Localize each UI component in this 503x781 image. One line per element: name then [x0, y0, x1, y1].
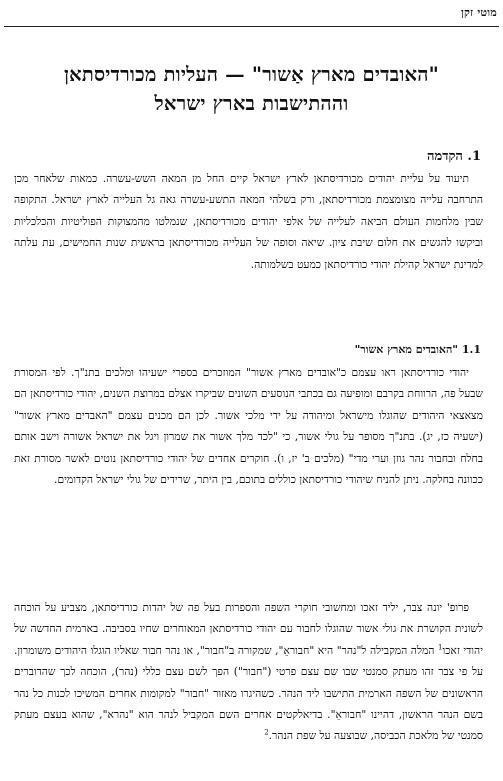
running-head-author: מוטי זקן — [460, 6, 497, 19]
subsection-heading-lost-in-assyria: 1.1 "האובדים מארץ אשור" — [354, 343, 481, 356]
footnote-marker-1[interactable]: 1 — [438, 643, 443, 652]
subsection-paragraph-2-text — [14, 597, 483, 747]
subsection-paragraph-1-text: יהודי כורדיסתאן ראו עצמם כ"אובדים מארץ אשור" המוזכרים בספרי ישעיהו ומלכים בתנ"ך. לפי המסורת שבעל פה, הרווחת בקרבם ומופיעה גם בכתבי הנוסעים השונים שביקרו אצלם במרוצת השנים, יהודי כורדיסתאן הם מצאצאי היהודים שהוגלו מישראל ומיהודה על ידי מלכי אשור. לכן הם מכנים עצמם "האבדים מארץ אשור" (ישעיה כז, יג). בתנ"ך מסופר על גולי אשור, כי "לכד מלך אשור את שמרון ויגל את ישראל אשורה וישב אותם בחלח ובחבור נהר גוזן וערי מדי" (מלכים ב' יז, ו). חוקרים אחדים של יהודי כורדיסתאן נוטים לאשר מסורת זאת ככוונה בחלקה. ניתן להניח שיהודי כורדיסתאן כוללים בתוכם, בין היתר, שרידים של גולי ישראל הקדומים. — [14, 366, 483, 487]
subsection-paragraph-1 — [14, 362, 483, 490]
chapter-title — [8, 60, 495, 118]
footnote-marker-2[interactable]: 2 — [264, 728, 269, 737]
paragraph-2-part-a: פרופ' יונה צבר, יליד זאכו ומחשובי חוקרי השפה והספרות בעל פה של יהדות כורדיסתאן, מצביע על הוכחה לשונית הקושרת את גולי אשור שהוגלו לחבור עם יהודי כורדיסתאן המאוחרים שחיו בסביבה. בארמית החדשה של יהודי זאכו — [14, 601, 483, 657]
header-rule — [4, 26, 499, 27]
chapter-title-line-1: "האובדים מארץ אַשור" — העליות מכורדיסתאן — [63, 63, 440, 86]
chapter-title-line-2: וההתישבות בארץ ישראל — [154, 92, 349, 115]
paragraph-2-part-b: המלה המקבילה ל"נהר" היא "חבוראֵ", שמקורה ב"חבור", או נהר חבור שאליו הוגלו היהודים משומרון. על פי צבר זהו מעתק סמנטי שבו שם עצם פרטי ("חבור") הפך לשם עצם כללי (נהר), הוכחה לכך שהדוברים הראשונים של השפה הארמית התישבו ליד הנהר. כשהיגרו מאזור "חבור" למקומות אחרים המשיכו לכנות כל נהר בשם הנהר הראשון, דהיינו "חבוראֵ". בדיאלקטים אחרים השם המקביל לנהר הוא "נהרא", שהוא בעצם מעתק סמנטי של מלאכת הכביסה, שבוצעה על שפת הנהר. — [14, 643, 483, 743]
subsection-paragraph-2 — [14, 597, 483, 747]
section-heading-introduction: 1. הקדמה — [427, 149, 481, 164]
introduction-text: תיעוד על עליית יהודים מכורדיסתאן לארץ ישראל קיים החל מן המאה השש-עשרה. כמאות שלאחר מכן התרחבה עלייה מצומצמת מכורדיסתאן, ורק בשלהי המאה התשע-עשרה גאה גל העלייה לארץ ישראל. התקופה שבין מלחמות העולם הביאה לעלייה של אלפי יהודים מכורדיסתאן, שנמלטו מהמצוקות הפוליטיות והכלכליות וביקשו להגשים את חלום שיבת ציון. שיאה וסופה של העלייה מכורדיסתאן בראשית שנות החמישים, עת עלתה למדינת ישראל קהילת יהודי כורדיסתאן כמעט בשלמותה. — [14, 172, 483, 271]
introduction-paragraph — [14, 168, 483, 275]
